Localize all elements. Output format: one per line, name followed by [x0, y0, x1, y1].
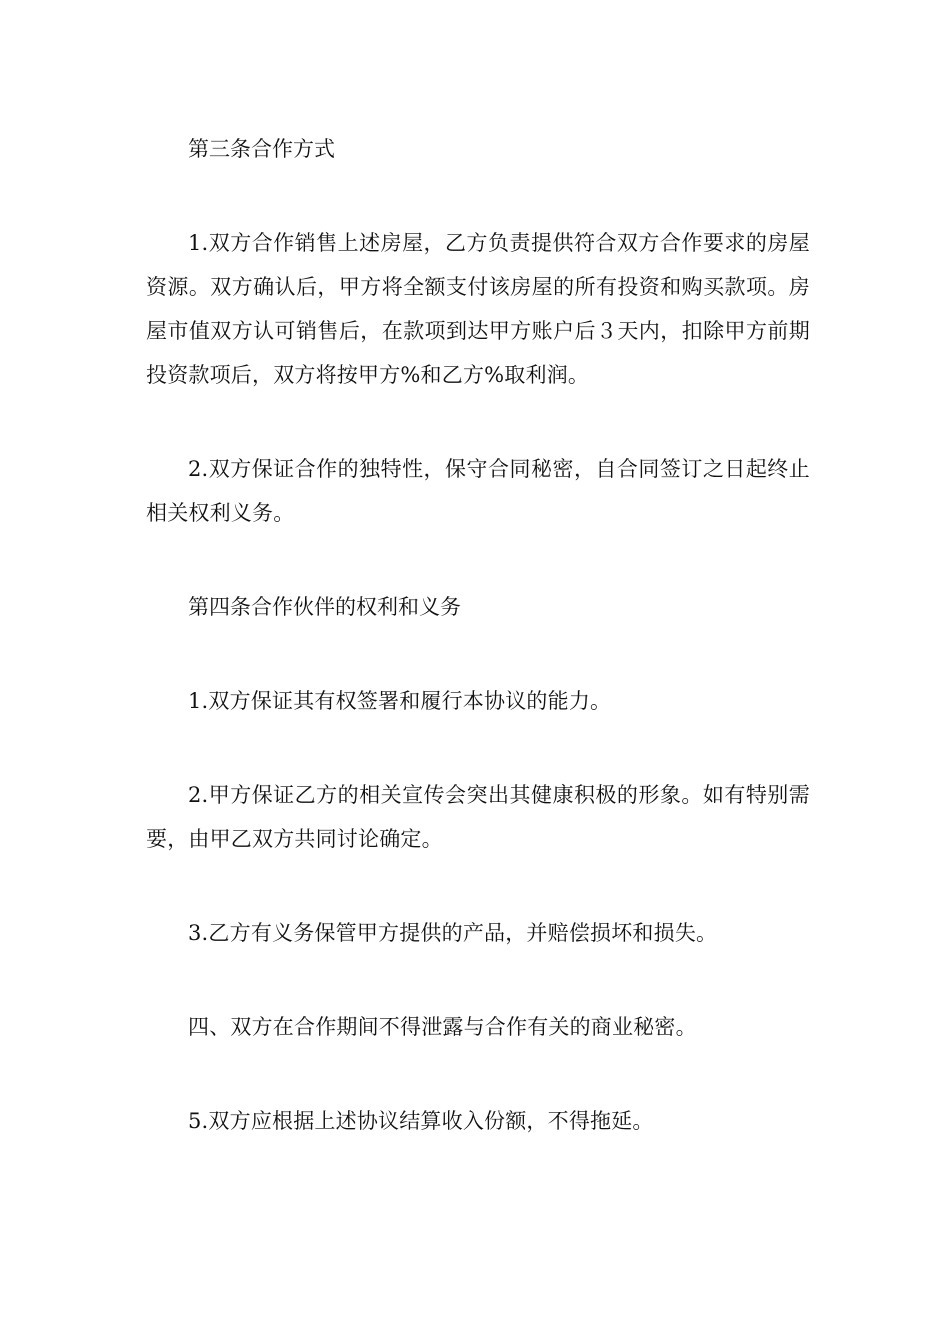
paragraph-3-1: 1.双方合作销售上述房屋，乙方负责提供符合双方合作要求的房屋资源。双方确认后，甲方将全额支付该房屋的所有投资和购买款项。房屋市值双方认可销售后，在款项到达甲方账户后３天内，扣除甲方前期投资款项后，双方将按甲方%和乙方%取利润。	[146, 231, 810, 387]
paragraph-4-3: 3.乙方有义务保管甲方提供的产品，并赔偿损坏和损失。	[188, 921, 718, 945]
paragraph-4-5: 5.双方应根据上述协议结算收入份额，不得拖延。	[188, 1109, 654, 1133]
section-heading-4: 第四条合作伙伴的权利和义务	[188, 595, 461, 619]
section-heading-3: 第三条合作方式	[188, 137, 335, 161]
paragraph-3-2: 2.双方保证合作的独特性，保守合同秘密，自合同签订之日起终止相关权利义务。	[146, 457, 810, 525]
document-body	[146, 127, 810, 1193]
paragraph-4-1: 1.双方保证其有权签署和履行本协议的能力。	[188, 689, 612, 713]
paragraph-4-2: 2.甲方保证乙方的相关宣传会突出其健康积极的形象。如有特别需要，由甲乙双方共同讨论确定。	[146, 783, 810, 851]
paragraph-4-4: 四、双方在合作期间不得泄露与合作有关的商业秘密。	[188, 1015, 697, 1039]
